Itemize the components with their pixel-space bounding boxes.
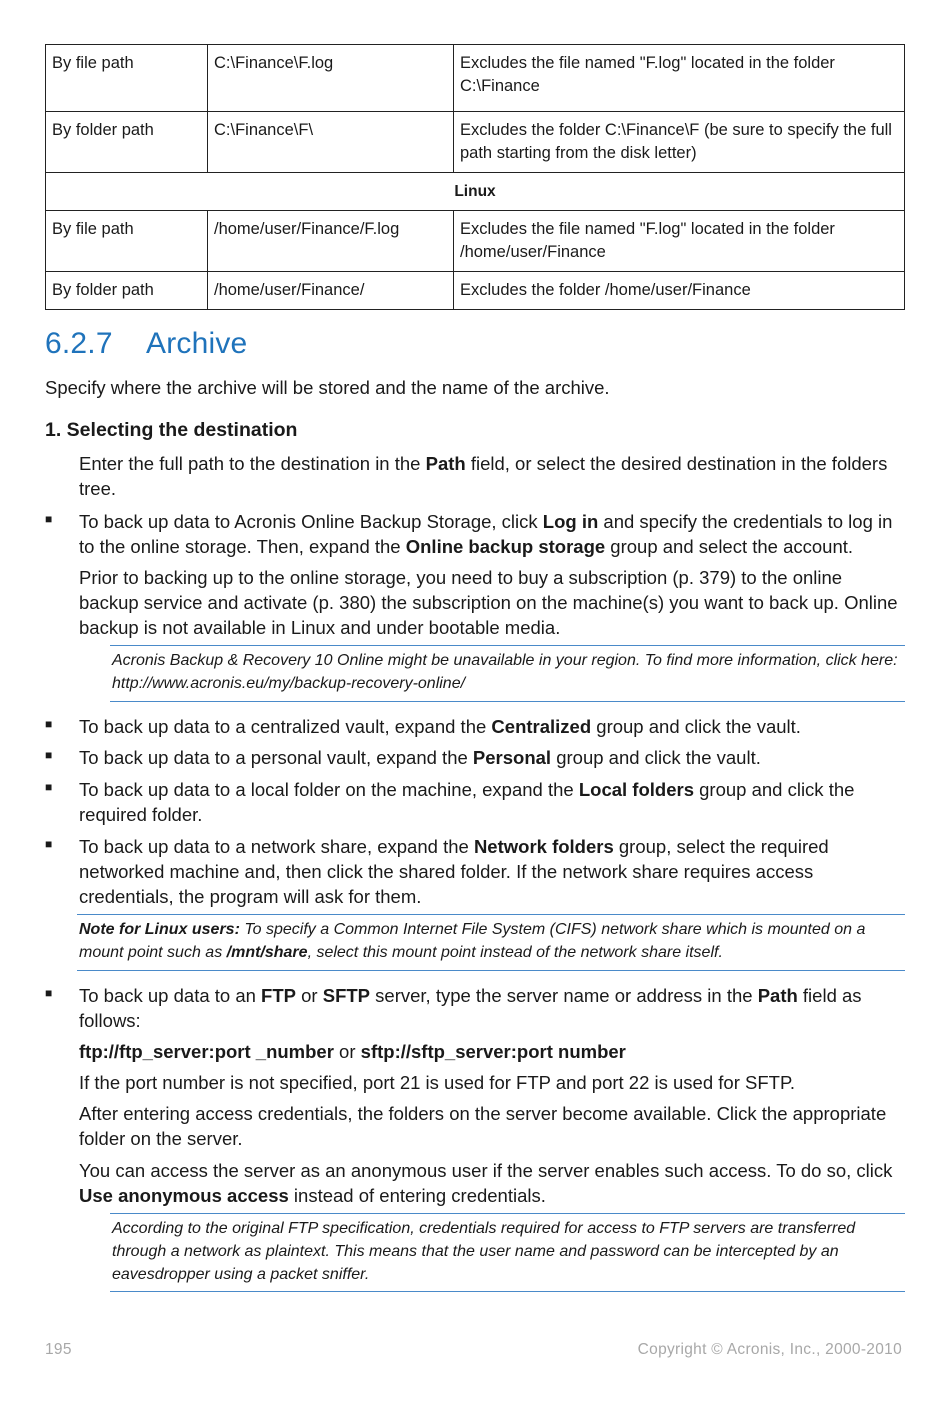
table-cell: By folder path — [46, 272, 208, 310]
bullet-icon — [45, 512, 52, 526]
table-cell: /home/user/Finance/F.log — [208, 211, 454, 272]
table-cell: Excludes the file named "F.log" located in the folder C:\Finance — [454, 45, 905, 112]
table-group-row — [46, 173, 905, 211]
table-cell: C:\Finance\F\ — [208, 112, 454, 173]
copyright: Copyright © Acronis, Inc., 2000-2010 — [637, 1341, 902, 1358]
section-number: 6.2.7 — [45, 327, 113, 360]
network-folders-item: To back up data to a network share, expand the Network folders group, select the required networked machine and, then click the shared folder. If the network share requires access credentials, the program will ask for them. — [79, 836, 829, 907]
online-note: Acronis Backup & Recovery 10 Online might be unavailable in your region. To find more information, click here: http://www.acronis.eu/my/backup-recovery-online/ — [110, 645, 905, 702]
ftp-note: According to the original FTP specification, credentials required for access to FTP servers are transferred through a network as plaintext. This means that the user name and password can be intercepted by an eavesdropper using a packet sniffer. — [110, 1213, 905, 1292]
table-row — [46, 211, 905, 272]
table-cell: By file path — [46, 211, 208, 272]
table-cell: Excludes the folder C:\Finance\F (be sure to specify the full path starting from the disk letter) — [454, 112, 905, 173]
section-heading — [45, 327, 247, 361]
table-cell: Excludes the folder /home/user/Finance — [454, 272, 905, 310]
bullet-icon — [45, 748, 52, 762]
subheading: 1. Selecting the destination — [45, 419, 298, 441]
table-group-label: Linux — [46, 173, 905, 211]
local-folders-item: To back up data to a local folder on the machine, expand the Local folders group and click the required folder. — [79, 779, 855, 825]
ftp-syntax: ftp://ftp_server:port _number or sftp://sftp_server:port number — [79, 1041, 626, 1062]
centralized-item: To back up data to a centralized vault, expand the Centralized group and click the vault. — [79, 716, 801, 737]
table-row — [46, 112, 905, 173]
bullet-icon — [45, 986, 52, 1000]
prior-paragraph: Prior to backing up to the online storage, you need to buy a subscription (p. 379) to the online backup service and activate (p. 380) the subscription on the machine(s) you want to back up. Online backup is not available in Linux and under bootable media. — [79, 567, 898, 638]
exclusion-table — [45, 44, 905, 310]
enter-path-paragraph: Enter the full path to the destination in the Path field, or select the desired destination in the folders tree. — [79, 453, 888, 499]
section-title: Archive — [146, 327, 248, 360]
linux-note: Note for Linux users: To specify a Common Internet File System (CIFS) network share which is mounted on a mount point such as /mnt/share, select this mount point instead of the network share itself. — [77, 914, 905, 971]
table-row — [46, 272, 905, 310]
table-cell: /home/user/Finance/ — [208, 272, 454, 310]
bullet-icon — [45, 837, 52, 851]
port-paragraph: If the port number is not specified, port 21 is used for FTP and port 22 is used for SFTP. — [79, 1072, 796, 1093]
page-number: 195 — [45, 1341, 72, 1358]
table-cell: By file path — [46, 45, 208, 112]
table-row — [46, 45, 905, 112]
table-cell: Excludes the file named "F.log" located in the folder /home/user/Finance — [454, 211, 905, 272]
personal-item: To back up data to a personal vault, expand the Personal group and click the vault. — [79, 747, 761, 768]
table-cell: By folder path — [46, 112, 208, 173]
online-storage-item: To back up data to Acronis Online Backup Storage, click Log in and specify the credentials to log in to the online storage. Then, expand the Online backup storage group and select the account. — [79, 511, 893, 557]
table-cell: C:\Finance\F.log — [208, 45, 454, 112]
bullet-icon — [45, 780, 52, 794]
ftp-item: To back up data to an FTP or SFTP server, type the server name or address in the Path field as follows: — [79, 985, 862, 1031]
anonymous-paragraph: You can access the server as an anonymous user if the server enables such access. To do so, click Use anonymous access instead of entering credentials. — [79, 1160, 893, 1206]
after-credentials-paragraph: After entering access credentials, the folders on the server become available. Click the appropriate folder on the server. — [79, 1103, 887, 1149]
bullet-icon — [45, 717, 52, 731]
intro-paragraph: Specify where the archive will be stored and the name of the archive. — [45, 377, 610, 398]
